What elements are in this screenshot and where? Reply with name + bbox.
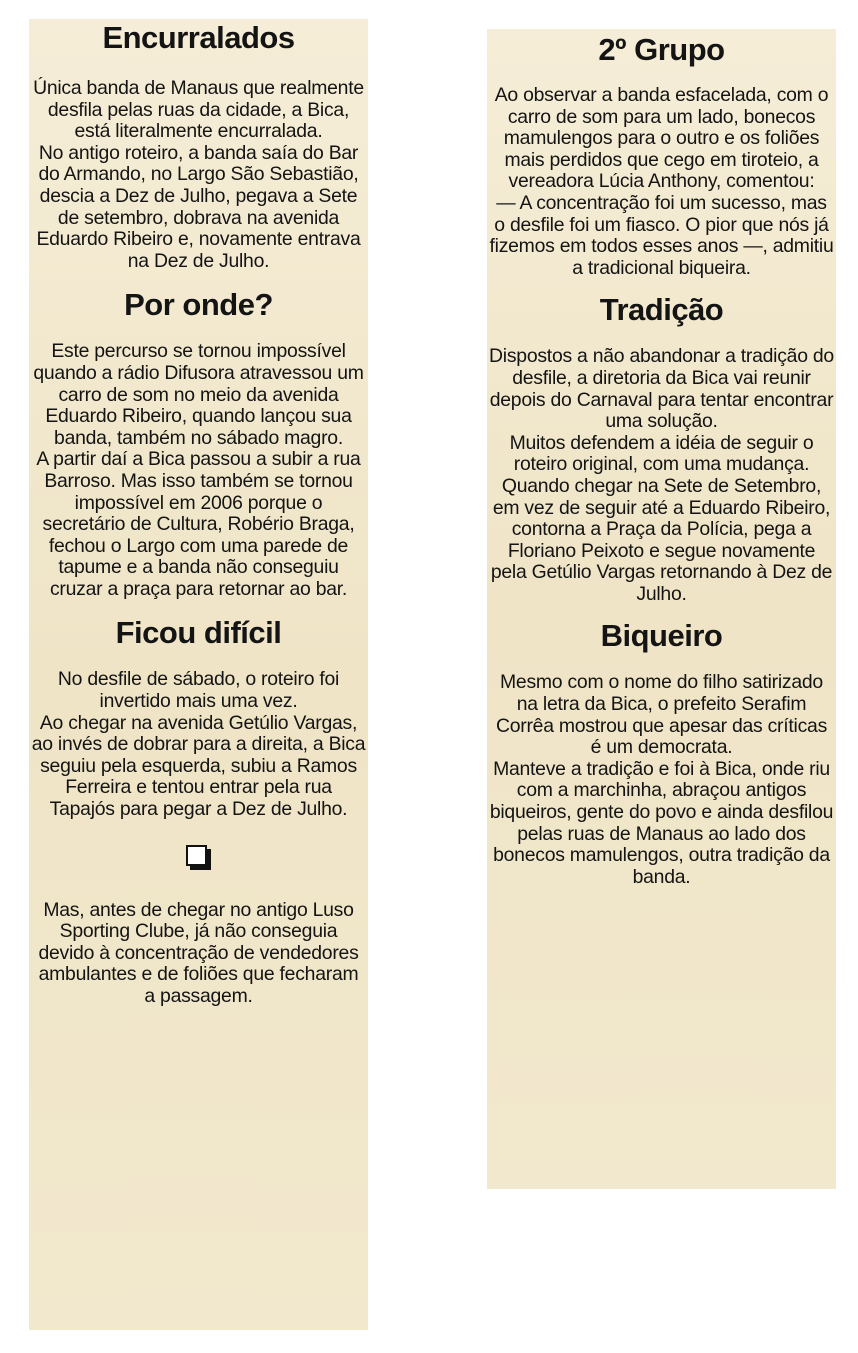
section-heading: Ficou difícil [115,615,282,651]
section-2-grupo [489,33,834,279]
left-newspaper-clipping [29,19,368,1330]
section-tradicao [489,293,834,605]
section-paragraph: A partir daí a Bica passou a subir a rua Barroso. Mas isso também se tornou impossível em 2006 porque o secretário de Cultura, Robério Braga, fechou o Largo com uma parede de tapume e a banda não conseguiu cruzar a praça para retornar ao bar. [36,448,361,600]
section-heading: Encurralados [102,20,295,55]
section-paragraph: No antigo roteiro, a banda saía do Bar do Armando, no Largo São Sebastião, descia a Dez de Julho, pegava a Sete de setembro, dobrava na avenida Eduardo Ribeiro e, novamente entrava na Dez de Julho. [36,141,361,272]
section-paragraph: Dispostos a não abandonar a tradição do desfile, a diretoria da Bica vai reunir depois do Carnaval para tentar encontrar uma solução. [489,345,834,433]
section-paragraph: Ao observar a banda esfacelada, com o carro de som para um lado, bonecos mamulengos para o outro e os foliões mais perdidos que cego em tiroteio, a vereadora Lúcia Anthony, comentou: [494,84,829,193]
section-paragraph: Mas, antes de chegar no antigo Luso Sporting Clube, já não conseguia devido à concentração de vendedores ambulantes e de foliões que fecharam a passagem. [38,898,359,1007]
section-biqueiro [489,619,834,888]
section-heading: Por onde? [124,287,273,323]
section-por-onde [31,288,366,600]
section-paragraph: Este percurso se tornou impossível quando a rádio Difusora atravessou um carro de som no meio da avenida Eduardo Ribeiro, quando lançou sua banda, também no sábado magro. [33,340,364,449]
section-ficou-dificil [31,616,366,1007]
right-newspaper-clipping [487,29,836,1189]
section-paragraph: — A concentração foi um sucesso, mas o desfile foi um fiasco. O pior que nós já fizemos em todos esses anos —, admitiu a tradicional biqueira. [489,191,834,279]
section-paragraph: Mesmo com o nome do filho satirizado na letra da Bica, o prefeito Serafim Corrêa mostrou que apesar das críticas é um democrata. [495,671,828,759]
section-paragraph: Manteve a tradição e foi à Bica, onde riu com a marchinha, abraçou antigos biqueiros, gente do povo e ainda desfilou pelas ruas de Manaus ao lado dos bonecos mamulengos, outra tradição da banda. [489,757,834,888]
section-heading: Tradição [599,292,724,328]
section-encurralados [31,21,366,272]
section-heading: 2º Grupo [598,32,725,67]
section-heading: Biqueiro [600,618,723,654]
section-paragraph: Ao chegar na avenida Getúlio Vargas, ao invés de dobrar para a direita, a Bica seguiu pela esquerda, subiu a Ramos Ferreira e tentou entrar pela rua Tapajós para pegar a Dez de Julho. [31,711,366,821]
section-paragraph: Única banda de Manaus que realmente desfila pelas ruas da cidade, a Bica, está literalmente encurralada. [33,77,364,143]
section-paragraph: No desfile de sábado, o roteiro foi invertido mais uma vez. [57,668,340,713]
section-paragraph: Muitos defendem a idéia de seguir o roteiro original, com uma mudança. Quando chegar na Sete de Setembro, em vez de seguir até a Eduardo Ribeiro, contorna a Praça da Polícia, pega a Floriano Peixoto e segue novamente pela Getúlio Vargas retornando à Dez de Julho. [490,431,833,605]
box-end-mark-icon [184,843,214,871]
